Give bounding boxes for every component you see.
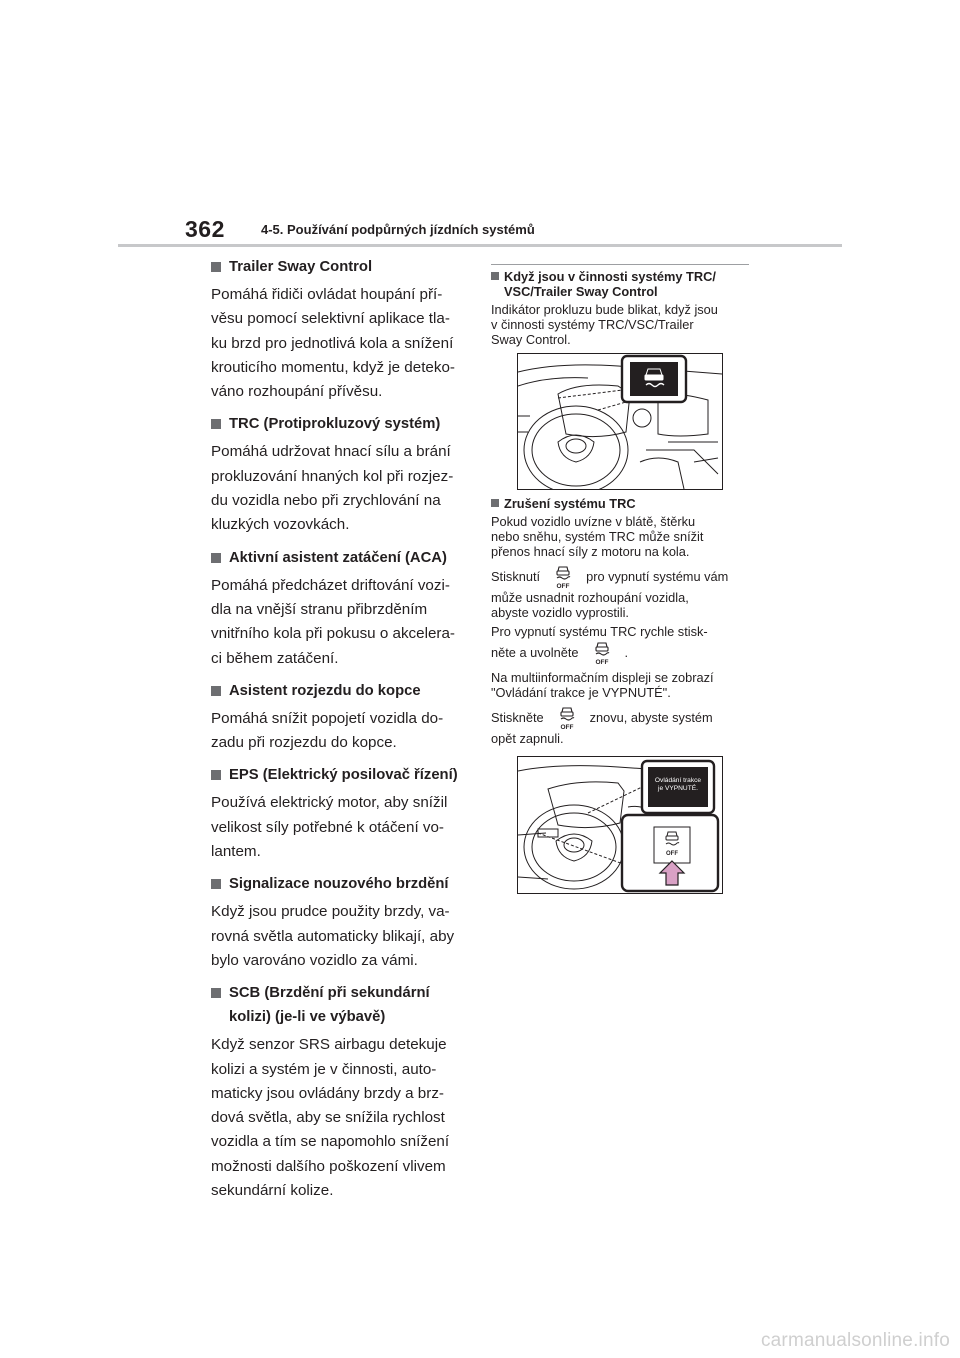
section-rule bbox=[491, 264, 749, 265]
square-bullet-icon bbox=[211, 686, 221, 696]
text-fragment: Pro vypnutí systému TRC rychle stisk- bbox=[491, 624, 708, 639]
square-bullet-icon bbox=[491, 272, 499, 280]
page-number: 362 bbox=[185, 216, 225, 242]
text-fragment: Stisknutí bbox=[491, 569, 541, 584]
section-heading: Když jsou v činnosti systémy TRC/ VSC/Trailer Sway Control bbox=[504, 269, 716, 299]
slip-indicator-illustration bbox=[517, 353, 723, 490]
trc-off-icon bbox=[556, 705, 578, 731]
section-body: Pomáhá udržovat hnací sílu a brání prokluzování hnaných kol při rozjez- du vozidla nebo při zrychlování na kluzkých vozovkách. bbox=[211, 443, 454, 534]
square-bullet-icon bbox=[211, 770, 221, 780]
square-bullet-icon bbox=[211, 419, 221, 429]
trc-off-icon bbox=[552, 564, 574, 590]
dashboard-drawing bbox=[518, 354, 722, 489]
section-heading: Asistent rozjezdu do kopce bbox=[229, 682, 421, 699]
section-heading: Zrušení systému TRC bbox=[504, 496, 636, 511]
square-bullet-icon bbox=[491, 499, 499, 507]
trc-off-icon bbox=[591, 640, 613, 666]
header-rule bbox=[118, 244, 842, 247]
section-body: Pomáhá snížit popojetí vozidla do- zadu při rozjezdu do kopce. bbox=[211, 709, 444, 752]
text-fragment: opět zapnuli. bbox=[491, 731, 564, 746]
text-fragment: pro vypnutí systému vám bbox=[586, 569, 729, 584]
text-fragment: Stiskněte bbox=[491, 710, 544, 725]
section-heading: SCB (Brzdění při sekundární kolizi) (je-li ve výbavě) bbox=[229, 985, 430, 1026]
section-heading: EPS (Elektrický posilovač řízení) bbox=[229, 767, 458, 784]
svg-text:OFF: OFF bbox=[666, 851, 678, 857]
section-heading: Aktivní asistent zatáčení (ACA) bbox=[229, 549, 447, 566]
section-body: Indikátor prokluzu bude blikat, když jsou v činnosti systémy TRC/VSC/Trailer Sway Control. bbox=[491, 302, 718, 347]
section-heading: TRC (Protiprokluzový systém) bbox=[229, 416, 441, 433]
svg-text:OFF: OFF bbox=[560, 723, 574, 731]
left-column bbox=[211, 255, 473, 1211]
square-bullet-icon bbox=[211, 879, 221, 889]
section-heading: Signalizace nouzového brzdění bbox=[229, 876, 449, 893]
section-body: Pokud vozidlo uvízne v blátě, štěrku nebo sněhu, systém TRC může snížit přenos hnací síly z motoru na kola. bbox=[491, 514, 704, 559]
text-fragment: . bbox=[624, 645, 629, 660]
section-aca bbox=[211, 546, 473, 671]
press-instruction bbox=[491, 563, 751, 620]
section-body: Když jsou prudce použity brzdy, va- rovná světla automaticky blikají, aby bylo varováno vozidlo za vámi. bbox=[211, 903, 455, 969]
reenable-instruction bbox=[491, 704, 751, 746]
section-body: Používá elektrický motor, aby snížil velikost síly potřebné k otáčení vo- lantem. bbox=[211, 794, 448, 861]
section-eps bbox=[211, 763, 473, 864]
section-body: Pomáhá předcházet driftování vozi- dla na vnější stranu přibrzděním vnitřního kola při pokusu o akcelera- ci během zatáčení. bbox=[211, 576, 455, 667]
trc-off-button-illustration bbox=[517, 756, 723, 894]
section-heading: Trailer Sway Control bbox=[229, 259, 373, 275]
section-emergency-brake-signal bbox=[211, 872, 473, 973]
section-body: Když senzor SRS airbagu detekuje kolizi a systém je v činnosti, auto- maticky jsou ovládány brzdy a brz- dová světla, aby se snížila rychlost vozidla a tím se napomohlo snížení možnosti dalšího poškození vlivem sekundární kolize. bbox=[211, 1036, 450, 1200]
section-scb bbox=[211, 981, 473, 1203]
display-message-text: Na multiinformačním displeji se zobrazí "Ovládání trakce je VYPNUTÉ". bbox=[491, 670, 714, 700]
watermark: carmanualsonline.info bbox=[760, 1330, 950, 1351]
svg-text:OFF: OFF bbox=[556, 582, 570, 590]
quick-press-instruction bbox=[491, 624, 751, 666]
chapter-title: 4-5. Používání podpůrných jízdních systémů bbox=[261, 222, 535, 237]
section-trailer-sway bbox=[211, 255, 473, 404]
text-fragment: znovu, abyste systém bbox=[589, 710, 713, 725]
callout-message: Ovládání trakce je VYPNUTÉ. bbox=[654, 777, 702, 792]
section-body: Pomáhá řidiči ovládat houpání pří- věsu pomocí selektivní aplikace tla- ku brzd pro jednotlivá kola a snížení krouticího momentu, když je deteko- váno rozhoupání přívěsu. bbox=[211, 286, 455, 401]
section-hill-start bbox=[211, 679, 473, 756]
text-fragment: něte a uvolněte bbox=[491, 645, 579, 660]
section-trc bbox=[211, 412, 473, 537]
square-bullet-icon bbox=[211, 988, 221, 998]
svg-text:OFF: OFF bbox=[595, 658, 609, 666]
text-fragment: může usnadnit rozhoupání vozidla, abyste vozidlo vyprostili. bbox=[491, 590, 689, 620]
square-bullet-icon bbox=[211, 262, 221, 272]
right-column bbox=[491, 264, 751, 894]
square-bullet-icon bbox=[211, 553, 221, 563]
